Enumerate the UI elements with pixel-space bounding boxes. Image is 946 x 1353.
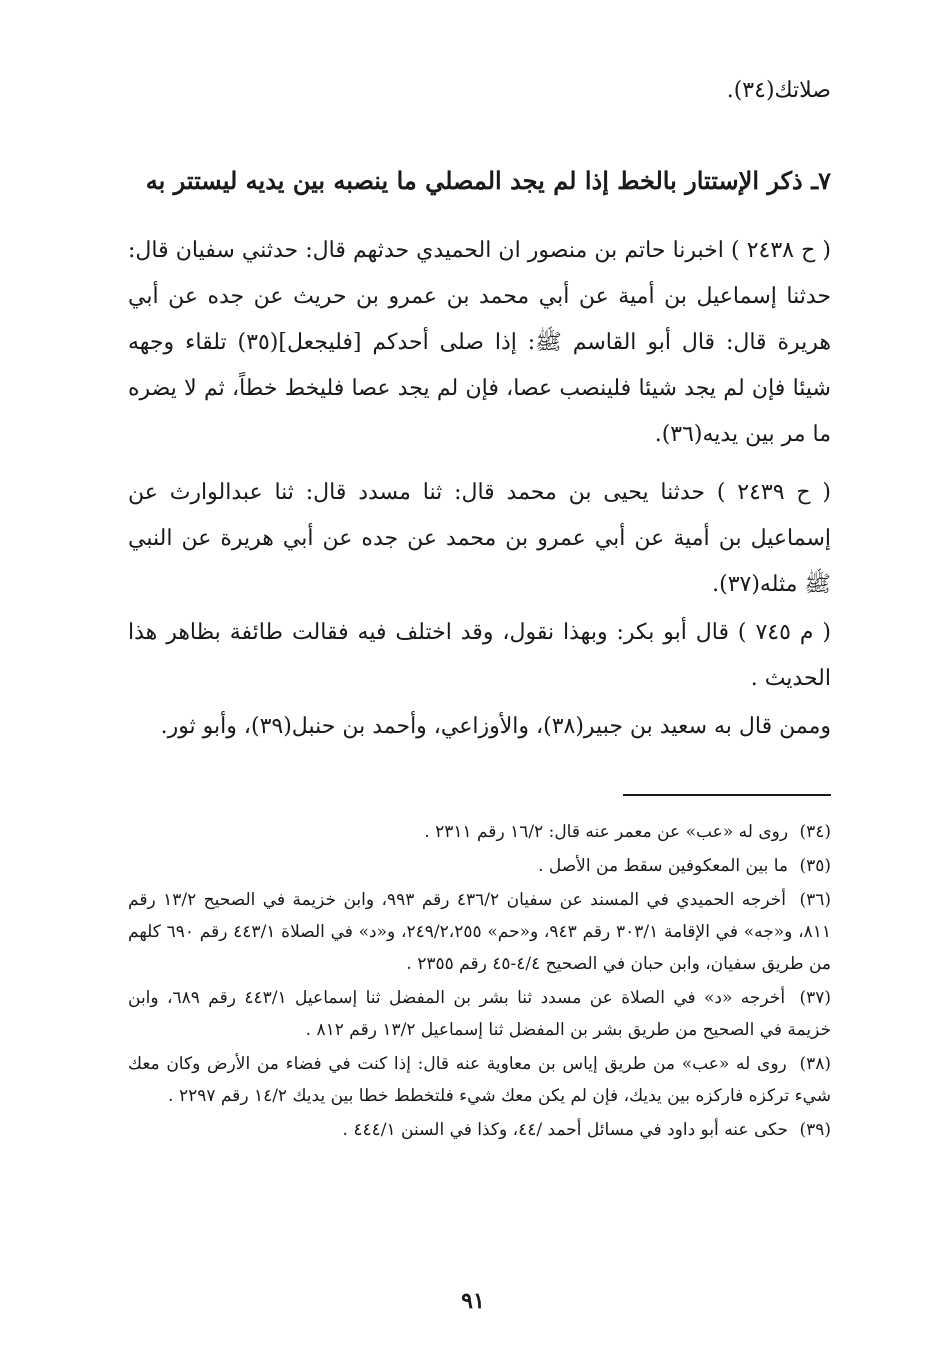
paragraph-masala-745	[128, 610, 831, 702]
paragraph-text: وممن قال به سعيد بن جبير(٣٨)، والأوزاعي، وأحمد بن حنبل(٣٩)، وأبو ثور.	[160, 714, 831, 739]
paragraph-scholars	[128, 704, 831, 750]
intro-text: صلاتك(٣٤).	[726, 78, 831, 103]
paragraph-text: ( ح ٢٤٣٨ ) اخبرنا حاتم بن منصور ان الحميدي حدثهم قال: حدثني سفيان قال: حدثنا إسماعيل بن أمية عن أبي محمد بن عمرو بن حريث عن جده عن أبي هريرة قال: قال أبو القاسم ﷺ: إذا صلى أحدكم [فليجعل](٣٥) تلقاء وجهه شيئا فإن لم يجد شيئا فلينصب عصا، فإن لم يجد عصا فليخط خطاً، ثم لا يضره ما مر بين يديه(٣٦).	[128, 238, 832, 447]
footnote-35	[128, 850, 831, 882]
footnote-text: روى له «عب» من طريق إياس بن معاوية عنه قال: إذا كنت في فضاء من الأرض وكان معك شيء تركزه فاركزه بين يديك، فإن لم يكن معك شيء فلتخطط خطا بين يديك ١٤/٢ رقم ٢٢٩٧ .	[128, 1054, 831, 1106]
footnote-number: (٣٨)	[799, 1054, 831, 1074]
heading-text: ٧ـ ذكر الإستتار بالخط إذا لم يجد المصلي ما ينصبه بين يديه ليستتر به	[145, 166, 831, 195]
footnote-36	[128, 884, 831, 980]
footnote-text: أخرجه الحميدي في المسند عن سفيان ٤٣٦/٢ رقم ٩٩٣، وابن خزيمة في الصحيح ١٣/٢ رقم ٨١١، و«جه» في الإقامة ٣٠٣/١ رقم ٩٤٣، و«حم» ٢٤٩/٢،٢٥٥، و«د» في الصلاة ٤٤٣/١ رقم ٦٩٠ كلهم من طريق سفيان، وابن حبان في الصحيح ٤/٤-٤٥ رقم ٢٣٥٥ .	[128, 890, 831, 974]
footnotes	[128, 816, 831, 1148]
footnote-number: (٣٤)	[799, 822, 831, 842]
footnote-number: (٣٥)	[799, 856, 831, 876]
footnote-separator	[623, 794, 831, 796]
paragraph-hadith-2438	[128, 228, 831, 458]
paragraph-text: ( ح ٢٤٣٩ ) حدثنا يحيى بن محمد قال: ثنا مسدد قال: ثنا عبدالوارث عن إسماعيل بن أمية عن أبي عمرو بن محمد عن جده عن أبي هريرة عن النبي ﷺ مثله(٣٧).	[128, 480, 831, 597]
footnote-38	[128, 1048, 831, 1112]
footnote-text: أخرجه «د» في الصلاة عن مسدد ثنا بشر بن المفضل ثنا إسماعيل ٤٤٣/١ رقم ٦٨٩، وابن خزيمة في الصحيح من طريق بشر بن المفضل ثنا إسماعيل ١٣/٢ رقم ٨١٢ .	[128, 988, 831, 1040]
paragraph-hadith-2439	[128, 470, 831, 608]
page-number: ٩١	[461, 1288, 485, 1314]
footnote-number: (٣٧)	[799, 988, 831, 1008]
footnote-37	[128, 982, 831, 1046]
footnote-text: ما بين المعكوفين سقط من الأصل .	[538, 856, 789, 876]
intro-line	[128, 68, 831, 114]
footnote-number: (٣٦)	[799, 890, 831, 910]
footnote-number: (٣٩)	[799, 1120, 831, 1140]
footnote-34	[128, 816, 831, 848]
footnote-39	[128, 1114, 831, 1146]
section-heading	[128, 158, 831, 204]
footnote-text: حكى عنه أبو داود في مسائل أحمد /٤٤، وكذا في السنن ٤٤٤/١ .	[342, 1120, 789, 1140]
paragraph-text: ( م ٧٤٥ ) قال أبو بكر: وبهذا نقول، وقد اختلف فيه فقالت طائفة بظاهر هذا الحديث .	[128, 620, 831, 691]
footnote-text: روى له «عب» عن معمر عنه قال: ١٦/٢ رقم ٢٣١١ .	[424, 822, 789, 842]
